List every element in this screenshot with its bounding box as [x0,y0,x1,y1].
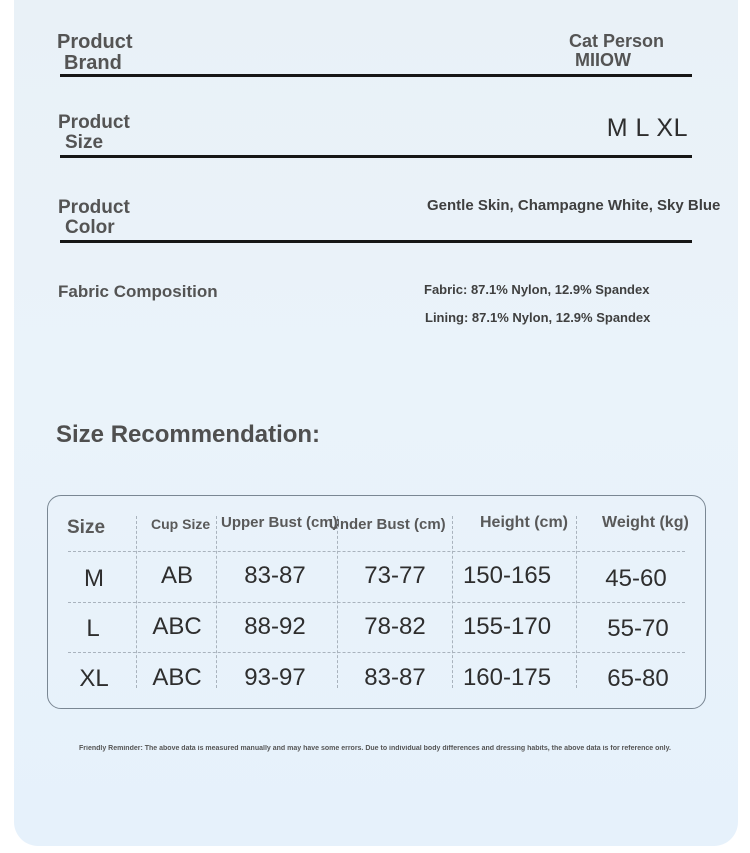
product-color-value: Gentle Skin, Champagne White, Sky Blue [427,197,721,214]
row-divider [68,652,685,653]
cell-weight: 45-60 [605,565,667,592]
cell-cup: ABC [152,613,202,640]
header-cup-size: Cup Size [151,516,211,532]
divider [60,155,692,158]
cell-height: 160-175 [462,664,552,691]
cell-height: 150-165 [462,562,552,589]
cell-size: L [86,615,100,642]
cell-weight: 55-70 [607,615,669,642]
product-color-label-line2: Color [65,216,115,238]
product-size-label-line1: Product [58,112,130,133]
cell-height: 155-170 [462,613,552,640]
product-size-label-line2: Size [65,131,104,153]
header-height: Height (cm) [480,514,568,531]
product-brand-label-line1: Product [57,31,133,53]
product-brand-value [569,32,664,70]
cell-weight: 65-80 [607,665,669,692]
brand-value-line1: Cat Person [569,31,665,51]
cell-under-bust: 73-77 [364,562,426,589]
row-divider [68,551,685,552]
size-table [47,495,706,709]
header-size: Size [67,517,106,538]
product-brand-label [57,32,133,74]
cell-cup: AB [160,562,194,589]
header-upper-bust: Upper Bust (cm) [221,514,338,531]
header-weight: Weight (kg) [602,514,689,531]
divider [60,240,692,243]
product-size-value: M L XL [606,114,688,142]
brand-value-line2: MIIOW [575,49,631,70]
size-recommendation-title: Size Recommendation: [56,421,321,448]
friendly-reminder: Friendly Reminder: The above data is measured manually and may have some errors. Due to individual body differences and dressing habits, the above data is for reference only. [79,745,671,752]
product-color-label [58,198,130,238]
cell-upper-bust: 93-97 [244,664,306,691]
product-color-label-line1: Product [58,197,130,218]
product-brand-label-line2: Brand [64,52,122,74]
cell-upper-bust: 88-92 [244,613,306,640]
cell-size: M [84,565,104,592]
cell-upper-bust: 83-87 [244,562,306,589]
fabric-composition-label: Fabric Composition [58,282,218,301]
cell-size: XL [79,665,109,692]
cell-under-bust: 78-82 [364,613,426,640]
cell-under-bust: 83-87 [364,664,426,691]
fabric-value: Fabric: 87.1% Nylon, 12.9% Spandex [424,282,650,297]
divider [60,74,692,77]
lining-value: Lining: 87.1% Nylon, 12.9% Spandex [425,310,651,325]
header-under-bust: Under Bust (cm) [329,516,446,533]
row-divider [68,602,685,603]
product-size-label [58,113,130,153]
cell-cup: ABC [152,664,202,691]
